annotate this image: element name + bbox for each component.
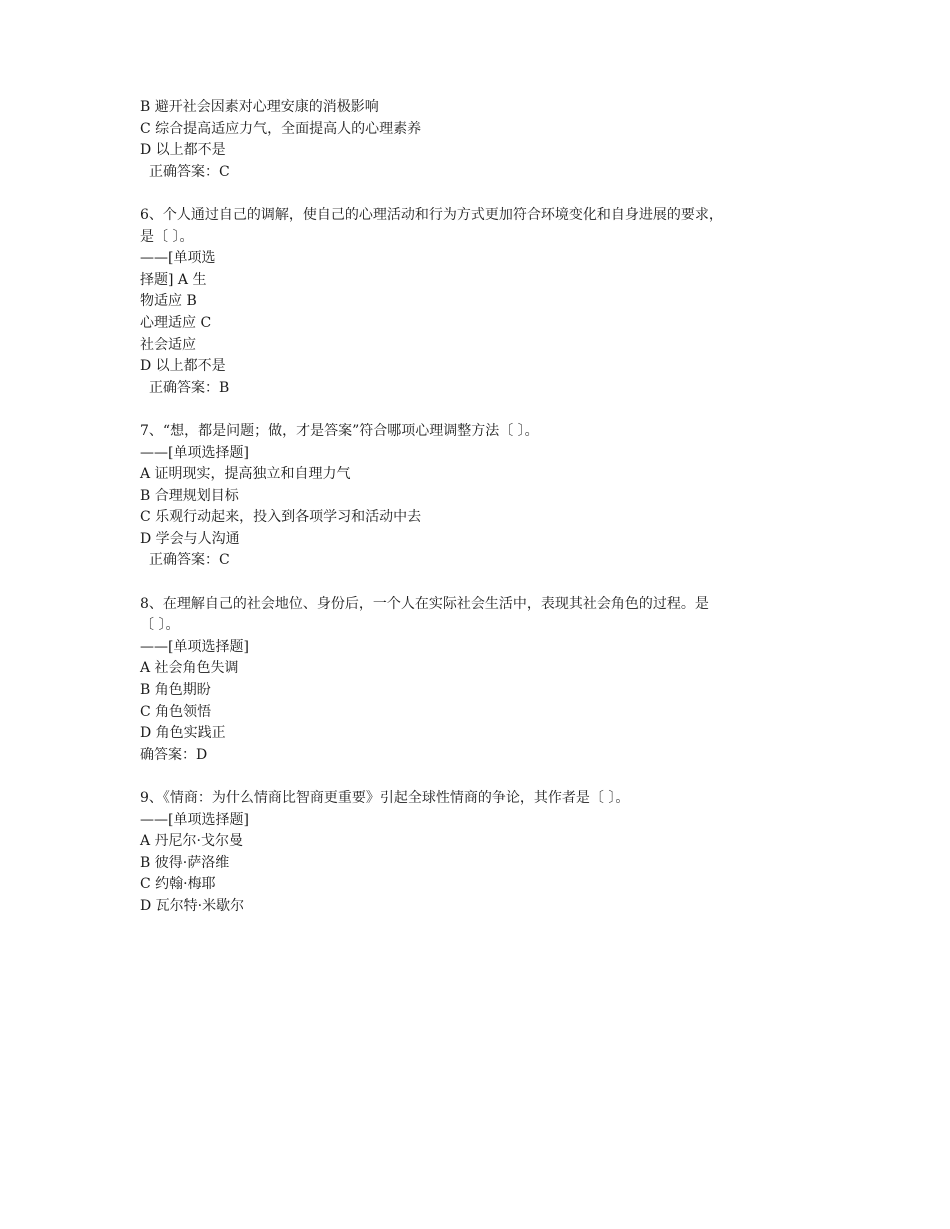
question-7 [140, 421, 820, 572]
option-d: D 以上都不是 [140, 142, 226, 159]
option-b: B 避开社会因素对心理安康的消极影响 [140, 99, 379, 115]
correct-answer: 正确答案：C [149, 163, 230, 180]
correct-answer: 正确答案：B [149, 379, 230, 396]
option-b: B 合理规划目标 [140, 487, 239, 504]
question-type: ——[单项选择题] [140, 638, 249, 655]
option-d: D 角色实践正 [140, 725, 226, 742]
option-c: C 乐观行动起来，投入到各项学习和活动中去 [140, 509, 422, 526]
option-d: D 瓦尔特·米歇尔 [140, 897, 245, 914]
option-c: C 约翰·梅耶 [140, 876, 216, 893]
correct-answer: 正确答案：C [149, 552, 230, 569]
option-a: A 丹尼尔·戈尔曼 [140, 833, 244, 850]
option-d: D 以上都不是 [140, 358, 226, 375]
question-text: 7、“想，都是问题；做，才是答案”符合哪项心理调整方法〔 〕。 [140, 422, 539, 439]
option-b-cont: 心理适应 C [140, 314, 212, 331]
option-b: B 角色期盼 [140, 682, 211, 699]
option-a: A 证明现实，提高独立和自理力气 [140, 466, 351, 483]
spacer [140, 572, 820, 594]
question-type: ——[单项选择题] [140, 444, 249, 461]
question-type: ——[单项选择题] [140, 811, 249, 828]
question-text: 9、《情商：为什么情商比智商更重要》引起全球性情商的争论，其作者是〔 〕。 [140, 790, 630, 806]
question-9 [140, 788, 820, 918]
option-d: D 学会与人沟通 [140, 530, 240, 547]
correct-answer: 确答案：D [140, 746, 208, 763]
question-6 [140, 205, 820, 399]
question-text: 6、个人通过自己的调解，使自己的心理活动和行为方式更加符合环境变化和自身进展的要求， [140, 206, 723, 223]
question-text: 8、在理解自己的社会地位、身份后，一个人在实际社会生活中，表现其社会角色的过程。是 [140, 595, 709, 612]
question-8 [140, 594, 820, 767]
spacer [140, 766, 820, 788]
spacer [140, 183, 820, 205]
spacer [140, 399, 820, 421]
option-b: B 彼得·萨洛维 [140, 854, 230, 871]
option-a: A 社会角色失调 [140, 660, 239, 677]
question-text-cont: 是〔 〕。 [140, 228, 194, 245]
option-a-cont: 物适应 B [140, 293, 197, 310]
option-c: C 角色领悟 [140, 703, 212, 720]
document-page [140, 97, 820, 918]
question-type-cont: 择题] A 生 [140, 271, 207, 288]
question-type: ——[单项选 [140, 250, 216, 267]
question-5-tail [140, 97, 820, 183]
question-text-cont: 〔 〕。 [140, 617, 180, 634]
option-c: C 综合提高适应力气，全面提高人的心理素养 [140, 120, 422, 137]
option-c-cont: 社会适应 [140, 336, 196, 353]
